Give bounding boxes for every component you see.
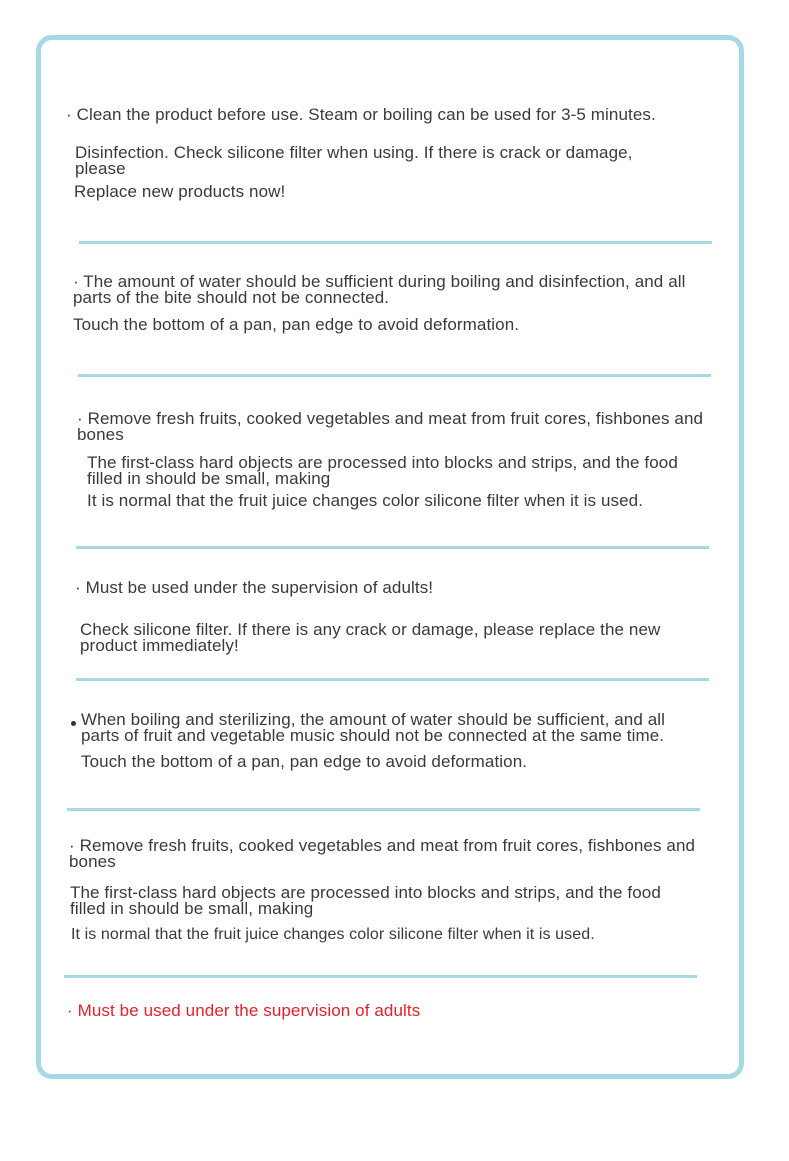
section-2-line-1: · The amount of water should be sufficient during boiling and disinfection, and all parts of the bite should not be connected.: [73, 272, 686, 307]
section-4-line-1: · Must be used under the supervision of adults!: [75, 578, 434, 597]
divider-2: [78, 374, 711, 377]
warning-text: · Must be used under the supervision of adults: [67, 1001, 421, 1020]
divider-3: [76, 546, 709, 549]
section-4-line-2: Check silicone filter. If there is any crack or damage, please replace the new product immediately!: [80, 620, 661, 655]
section-3-line-1: · Remove fresh fruits, cooked vegetables and meat from fruit cores, fishbones and bones: [77, 409, 704, 444]
divider-6: [64, 975, 697, 978]
divider-5: [67, 808, 700, 811]
section-3-line-2: The first-class hard objects are processed into blocks and strips, and the food filled in should be small, making: [87, 453, 678, 488]
divider-1: [79, 241, 712, 244]
divider-4: [76, 678, 709, 681]
section-3-line-3: It is normal that the fruit juice changes color silicone filter when it is used.: [87, 491, 644, 510]
section-6-line-1: · Remove fresh fruits, cooked vegetables and meat from fruit cores, fishbones and bones: [69, 836, 696, 871]
section-2-line-2: Touch the bottom of a pan, pan edge to avoid deformation.: [73, 315, 520, 334]
section-6-line-3: It is normal that the fruit juice changes color silicone filter when it is used.: [71, 926, 595, 943]
bullet-icon: [71, 721, 76, 726]
section-6-line-2: The first-class hard objects are processed into blocks and strips, and the food filled in should be small, making: [70, 883, 661, 918]
section-1-line-3: Replace new products now!: [74, 182, 286, 201]
section-1-line-2: Disinfection. Check silicone filter when using. If there is crack or damage, please: [75, 143, 633, 178]
section-5-line-2: Touch the bottom of a pan, pan edge to avoid deformation.: [81, 752, 528, 771]
section-5-line-1: When boiling and sterilizing, the amount of water should be sufficient, and all parts of fruit and vegetable music should not be connected at the same time.: [81, 710, 666, 745]
section-1-line-1: · Clean the product before use. Steam or boiling can be used for 3-5 minutes.: [66, 105, 656, 124]
